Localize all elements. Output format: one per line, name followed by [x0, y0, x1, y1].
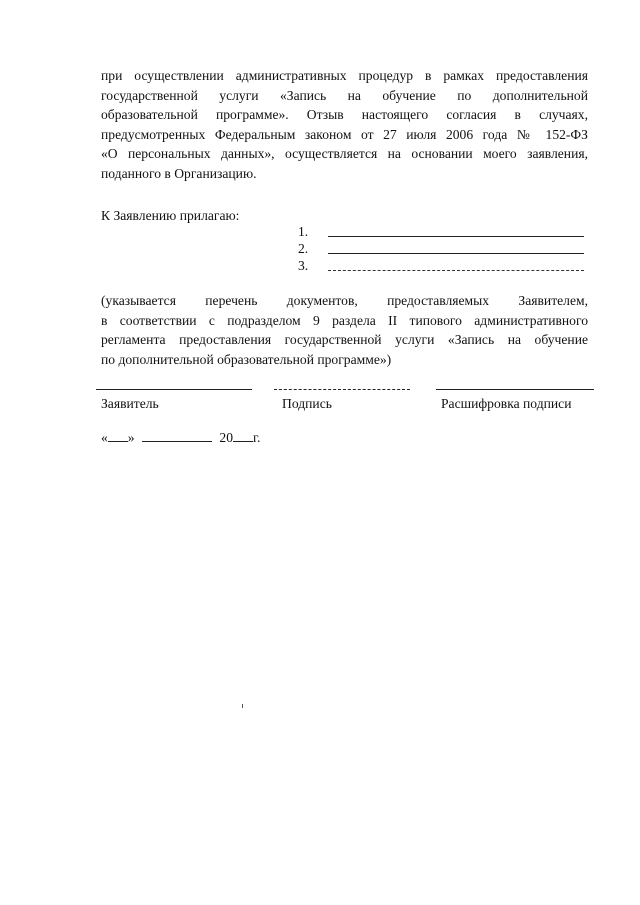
paragraph-line: поданного в Организацию. — [101, 165, 257, 181]
paragraph-line: регламента предоставления государственной услуги «Запись на обучение — [101, 332, 588, 347]
attachment-blank-line[interactable] — [328, 270, 584, 271]
date-year-blank[interactable] — [233, 428, 253, 442]
date-open-quote: « — [101, 430, 108, 445]
paragraph-line: «О персональных данных», осуществляется на основании моего заявления, — [101, 146, 588, 161]
signature-decode-blank-line[interactable] — [436, 389, 594, 390]
paragraph-line: (указывается перечень документов, предоставляемых Заявителем, — [101, 293, 588, 308]
paragraph-line: по дополнительной образовательной программе») — [101, 351, 392, 367]
paragraph-line: при осуществлении административных процедур в рамках предоставления — [101, 68, 588, 83]
consent-paragraph — [101, 66, 588, 183]
stray-mark — [242, 704, 243, 708]
paragraph-line: предусмотренных Федеральным законом от 27 июля 2006 года № 152-ФЗ — [101, 126, 588, 142]
applicant-blank-line[interactable] — [96, 389, 252, 390]
attachments-note-paragraph — [101, 291, 588, 369]
date-close-quote: » — [127, 430, 135, 445]
attachments-heading: К Заявлению прилагаю: — [101, 208, 240, 223]
attachment-blank-line[interactable] — [328, 236, 584, 237]
signature-blank-line[interactable] — [274, 389, 410, 390]
date-month-blank[interactable] — [142, 428, 212, 442]
paragraph-line: государственной услуги «Запись на обучение по дополнительной — [101, 87, 588, 103]
attachment-item — [298, 240, 598, 258]
attachment-blank-line[interactable] — [328, 253, 584, 254]
date-day-blank[interactable] — [108, 428, 128, 442]
attachment-item — [298, 257, 598, 275]
paragraph-line: образовательной программе». Отзыв настоящего согласия в случаях, — [101, 107, 588, 122]
attachment-number: 2. — [298, 241, 309, 256]
date-year-prefix: 20 — [219, 430, 233, 445]
applicant-label: Заявитель — [101, 396, 159, 411]
attachment-number: 1. — [298, 224, 309, 239]
paragraph-line: в соответствии с подразделом 9 раздела II типового административного — [101, 312, 588, 328]
signature-decode-label: Расшифровка подписи — [441, 396, 572, 411]
attachment-number: 3. — [298, 258, 309, 273]
date-year-suffix: г. — [253, 430, 261, 445]
signature-label: Подпись — [282, 396, 332, 411]
attachment-item — [298, 223, 598, 241]
date-line — [101, 428, 260, 447]
